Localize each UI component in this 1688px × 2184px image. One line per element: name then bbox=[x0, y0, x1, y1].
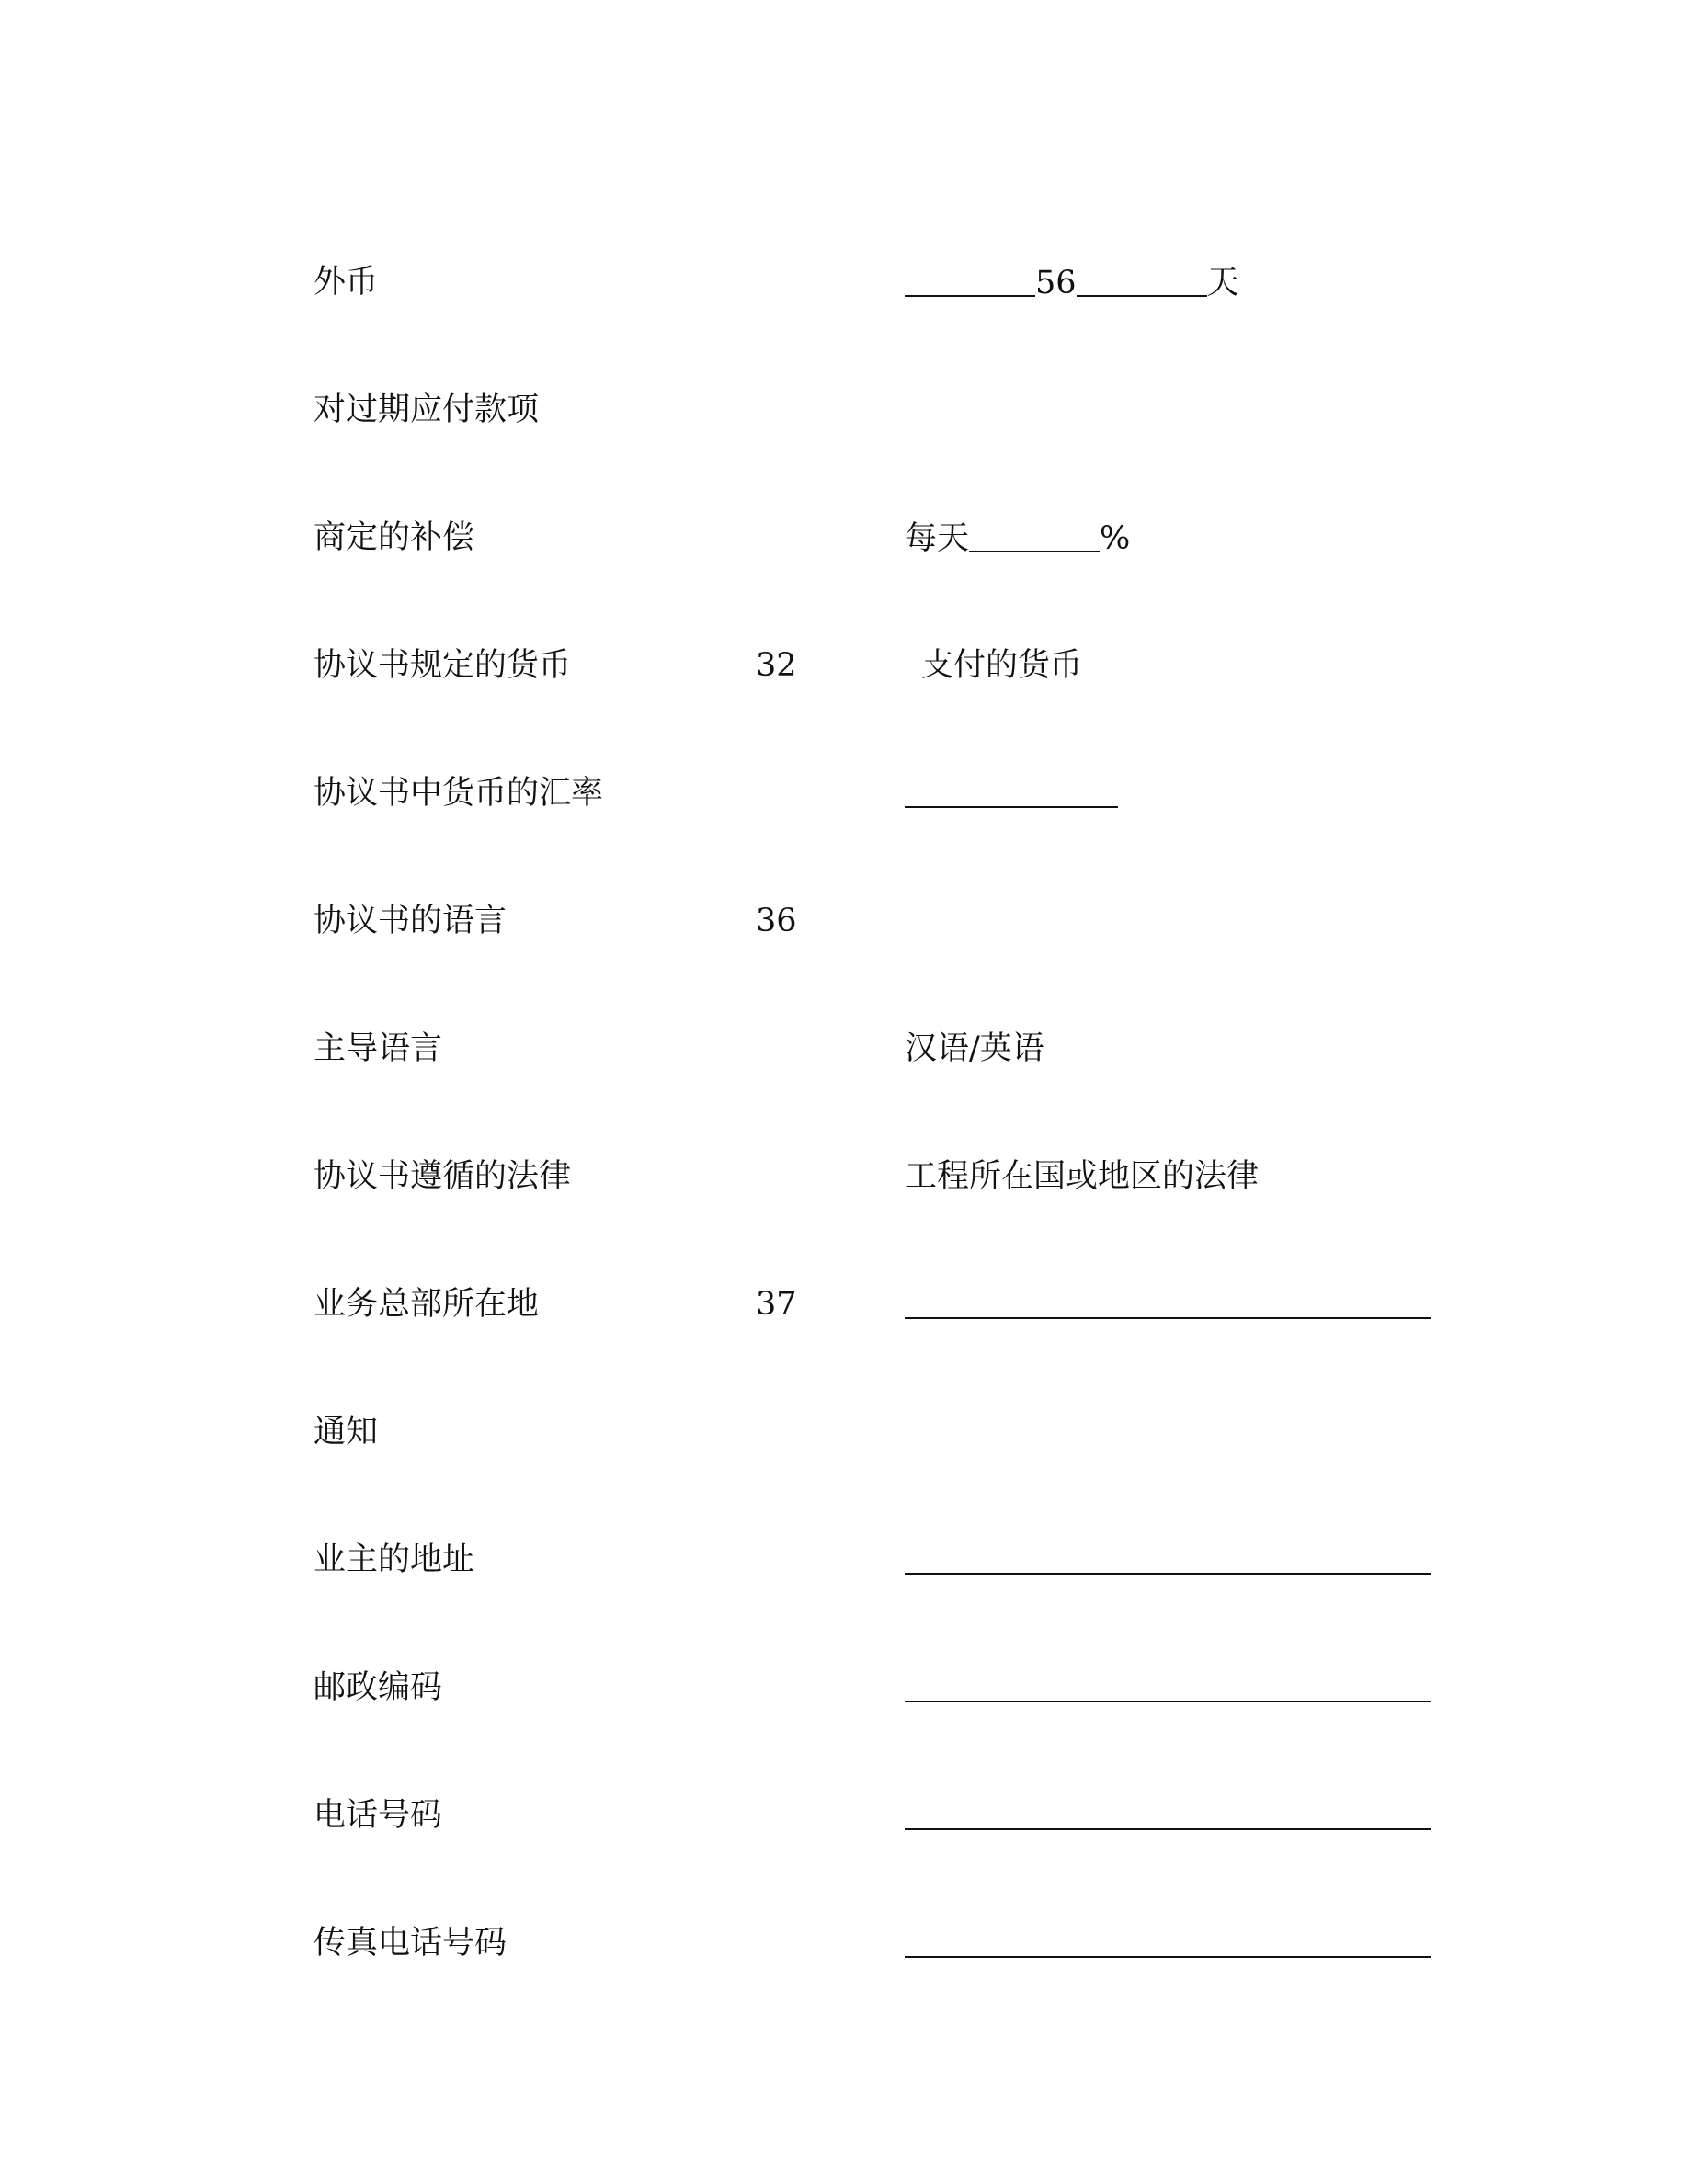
row-phone-number bbox=[0, 1788, 1688, 1843]
row-value: 工程所在国或地区的法律 bbox=[905, 1158, 1260, 1195]
blank-line[interactable] bbox=[905, 769, 1118, 808]
row-value bbox=[905, 255, 1239, 311]
row-agreement-language bbox=[0, 893, 1688, 949]
row-label: 邮政编码 bbox=[314, 1669, 443, 1706]
row-headquarters-location bbox=[0, 1277, 1688, 1332]
days-unit: 天 bbox=[1206, 265, 1239, 301]
blank-line[interactable] bbox=[905, 258, 1035, 297]
row-foreign-currency bbox=[0, 255, 1688, 310]
row-value: 汉语/英语 bbox=[905, 1030, 1044, 1067]
row-ruling-language bbox=[0, 1021, 1688, 1076]
row-postal-code bbox=[0, 1660, 1688, 1715]
row-notices bbox=[0, 1405, 1688, 1460]
row-label: 传真电话号码 bbox=[314, 1925, 508, 1962]
blank-line[interactable] bbox=[1077, 258, 1207, 297]
row-governing-law bbox=[0, 1149, 1688, 1204]
row-value bbox=[905, 510, 1130, 566]
days-number: 56 bbox=[1035, 265, 1077, 301]
row-agreement-currency bbox=[0, 638, 1688, 693]
blank-line[interactable] bbox=[905, 1792, 1431, 1830]
row-label: 通知 bbox=[314, 1414, 379, 1450]
row-value bbox=[905, 1788, 1431, 1844]
row-label: 对过期应付款项 bbox=[314, 392, 540, 428]
row-overdue-payments bbox=[0, 382, 1688, 438]
row-exchange-rate bbox=[0, 766, 1688, 821]
row-fax-number bbox=[0, 1916, 1688, 1971]
blank-line[interactable] bbox=[969, 514, 1100, 552]
row-label: 业务总部所在地 bbox=[314, 1286, 540, 1323]
row-label: 商定的补偿 bbox=[314, 519, 475, 556]
blank-line[interactable] bbox=[905, 1536, 1431, 1575]
row-value bbox=[905, 1916, 1431, 1972]
row-label: 协议书中货币的汇率 bbox=[314, 775, 604, 812]
value-suffix: % bbox=[1100, 520, 1131, 557]
row-value bbox=[905, 1277, 1431, 1333]
row-agreed-compensation bbox=[0, 510, 1688, 565]
row-value bbox=[905, 1660, 1431, 1716]
row-owner-address bbox=[0, 1532, 1688, 1587]
clause-number: 32 bbox=[756, 647, 797, 684]
row-label: 主导语言 bbox=[314, 1030, 443, 1067]
clause-number: 37 bbox=[756, 1286, 797, 1323]
row-value: 支付的货币 bbox=[921, 647, 1083, 684]
row-label: 协议书遵循的法律 bbox=[314, 1158, 572, 1195]
row-label: 电话号码 bbox=[314, 1797, 443, 1834]
row-label: 协议书规定的货币 bbox=[314, 647, 572, 684]
blank-line[interactable] bbox=[905, 1919, 1431, 1958]
clause-number: 36 bbox=[756, 903, 797, 939]
row-label: 外币 bbox=[314, 264, 379, 301]
blank-line[interactable] bbox=[905, 1664, 1431, 1702]
row-label: 业主的地址 bbox=[314, 1541, 475, 1578]
value-prefix: 每天 bbox=[905, 520, 970, 557]
row-value bbox=[905, 766, 1118, 822]
blank-line[interactable] bbox=[905, 1280, 1431, 1319]
row-value bbox=[905, 1532, 1431, 1588]
row-label: 协议书的语言 bbox=[314, 903, 508, 939]
